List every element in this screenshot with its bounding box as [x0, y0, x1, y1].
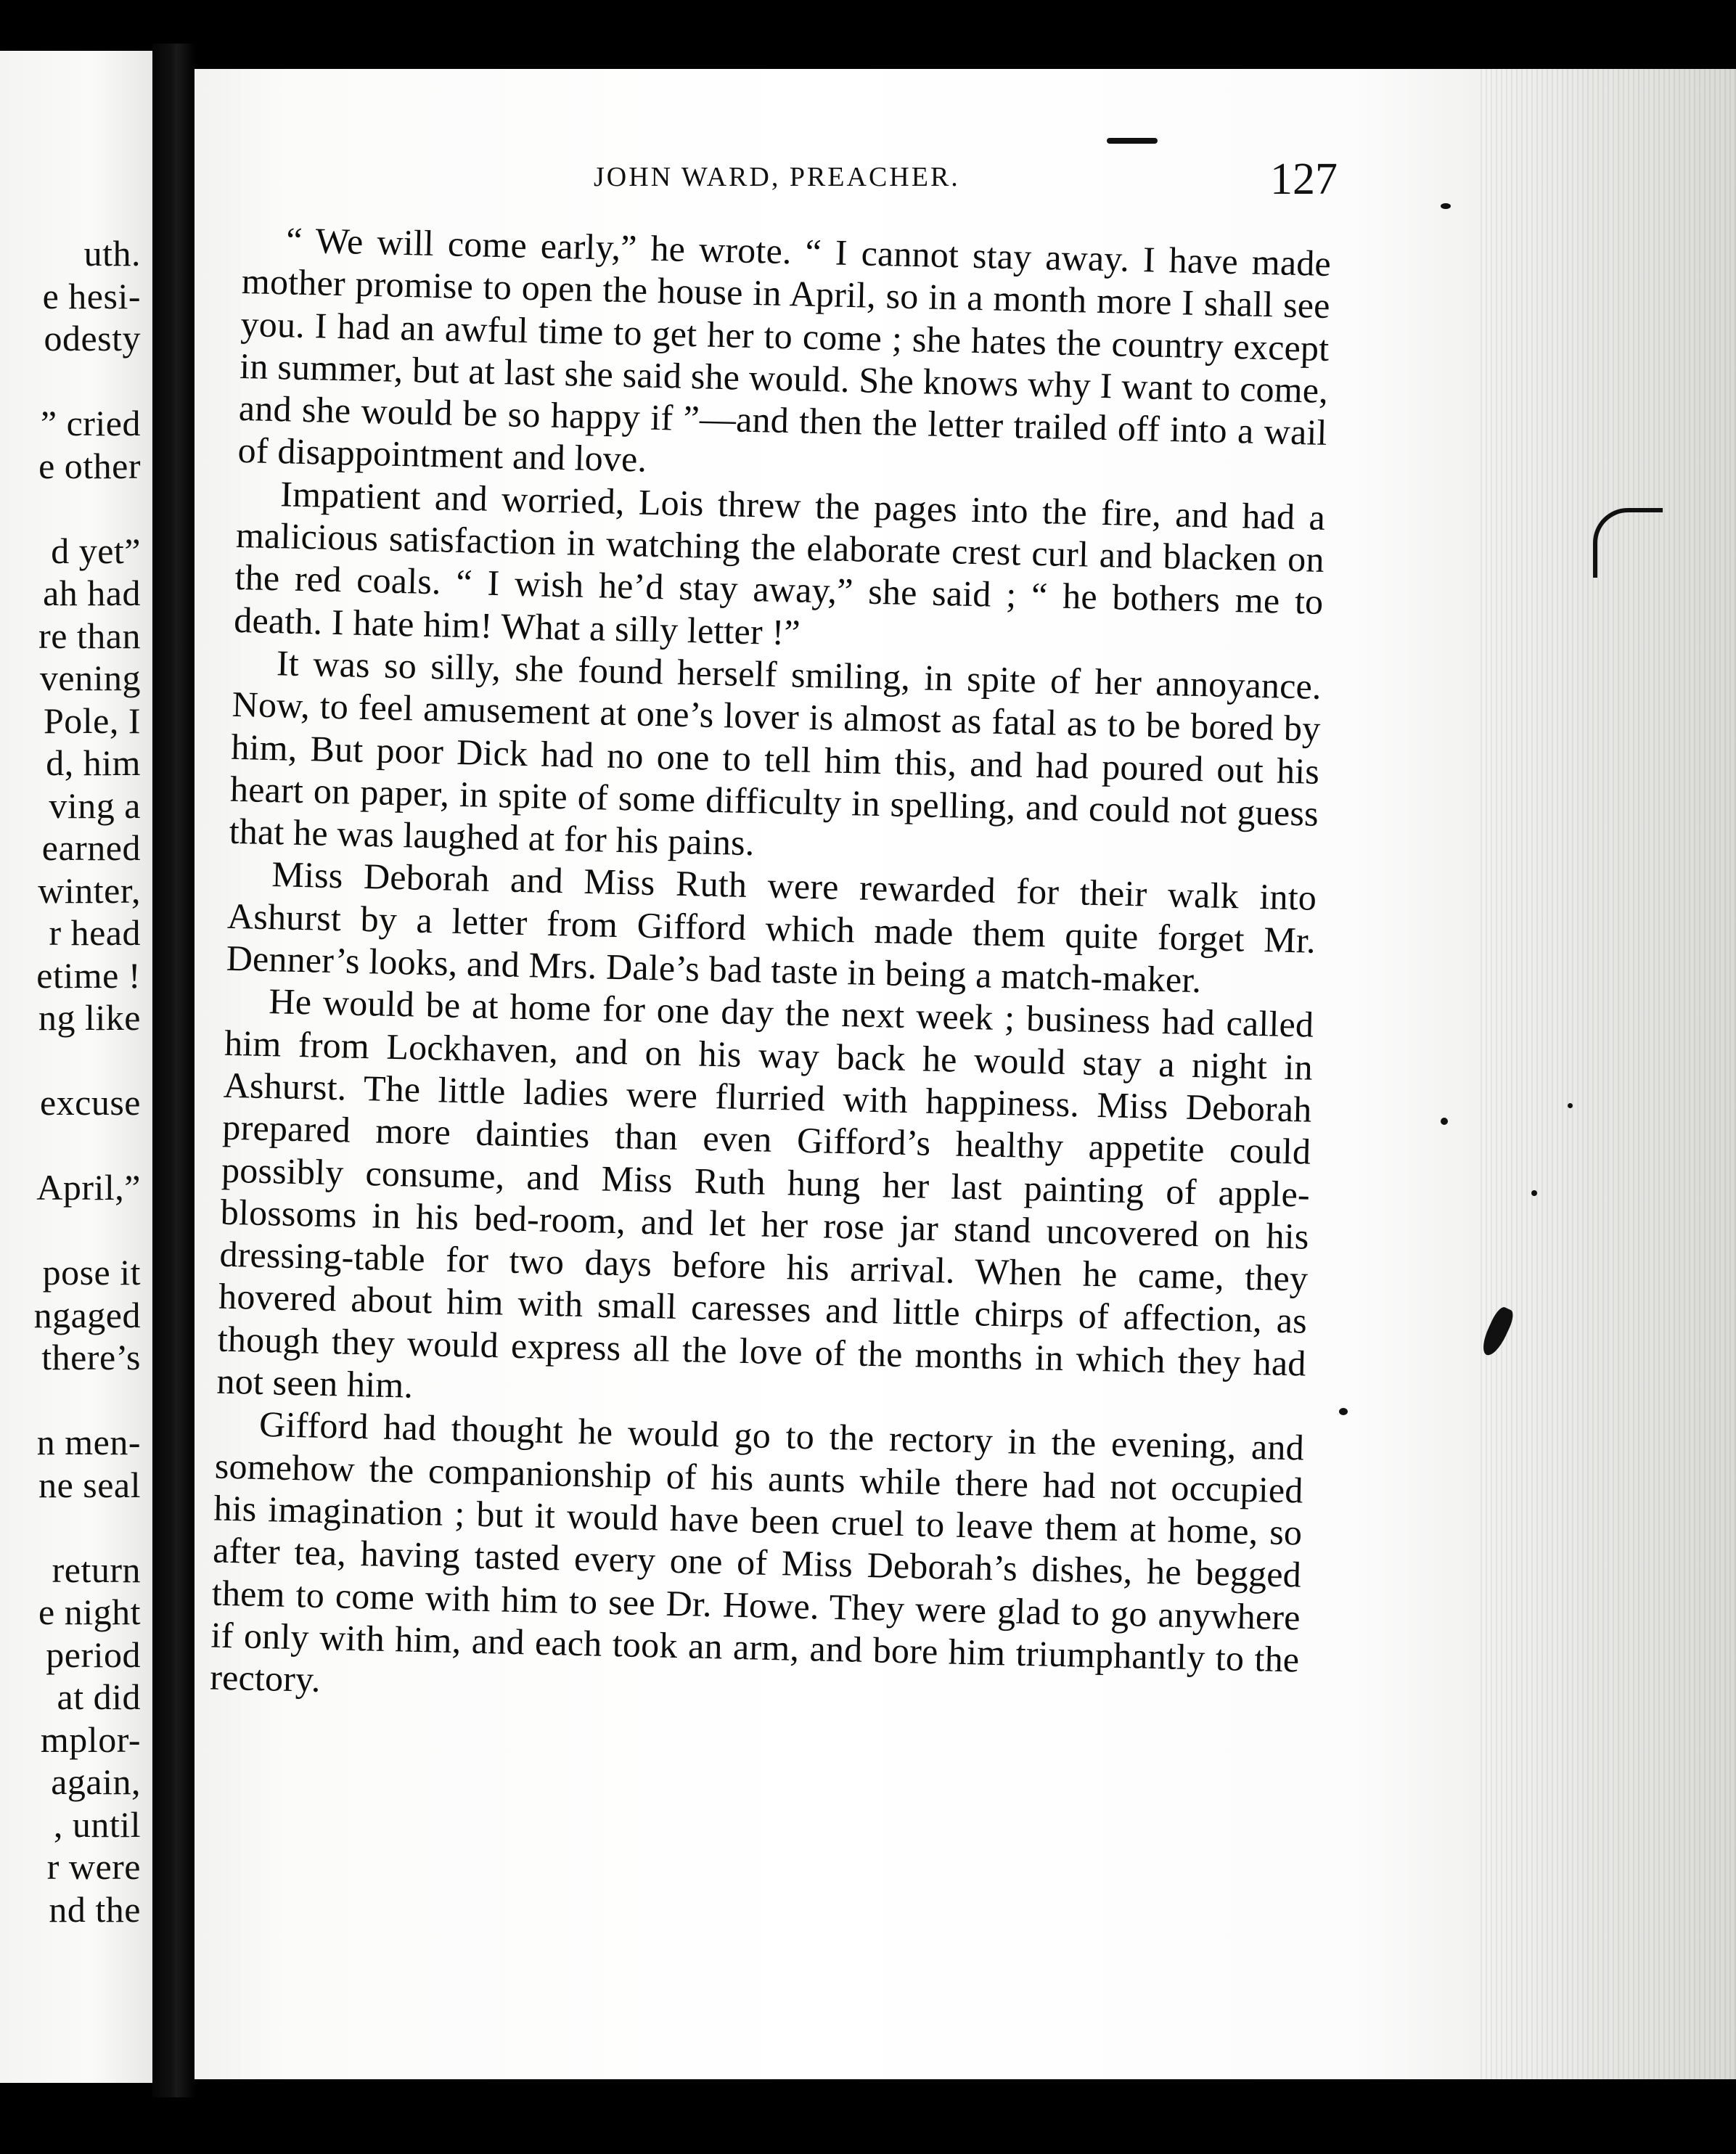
left-page-line: Pole, I [43, 700, 141, 741]
left-page-line: excuse [39, 1082, 141, 1123]
left-page-line: vening [39, 658, 141, 698]
body-text [210, 218, 1332, 1723]
left-page-line: r were [46, 1846, 141, 1887]
left-page-line: there’s [41, 1337, 141, 1377]
scan-speck [1441, 1118, 1448, 1125]
book-gutter [152, 44, 196, 2097]
paragraph: It was so silly, she found herself smiling, in spite of her annoyance. Now, to feel amusement at one’s lover is almost as fatal as to be bored by him, But poor Dick had no one to tell him this, and had poured out his heart on paper, in spite of some difficulty in spelling, and could not guess that he was laughed at for his pains. [229, 642, 1322, 864]
left-page-line [34, 360, 141, 403]
left-page-line: earned [41, 827, 141, 868]
left-page-line: re than [38, 615, 141, 656]
left-page-line: at did [57, 1676, 141, 1717]
left-page-line: ah had [43, 573, 141, 613]
left-page-line [34, 487, 141, 530]
scan-speck [1531, 1190, 1537, 1196]
left-page-line: e other [38, 445, 141, 486]
left-page-line: pose it [42, 1252, 141, 1293]
left-page-line [34, 1506, 141, 1549]
paragraph: Impatient and worried, Lois threw the pages into the fire, and had a malicious satisfaction in watching the elaborate crest curl and blacken on the red coals. “ I wish he’d stay away,” she said ; “ he bothers me to death. I hate him! What a silly letter !” [233, 473, 1326, 653]
paragraph: He would be at home for one day the next week ; business had called him from Lockhaven, and on his way back he would stay a night in Ashurst. The little ladies were flurried with happiness. Miss Deborah prepared more dainties than even Gifford’s healthy appetite could possibly consume, and Miss Ruth hung her last painting of apple-blossoms in his bed-room, and let her rose jar stand uncovered on his dressing-table for two days before his arrival. When he came, they hovered about him with small caresses and little chirps of affection, as though they would express all the love of the months in which they had not seen him. [216, 980, 1314, 1406]
scan-speck [1568, 1103, 1573, 1108]
left-page-line: mplor- [40, 1719, 141, 1760]
left-page-line: uth. [83, 233, 141, 274]
left-page-line: ne seal [38, 1464, 141, 1505]
left-page-line: d yet” [51, 530, 141, 571]
left-page-line: odesty [44, 318, 141, 359]
scan-arc-mark [1593, 508, 1663, 578]
paragraph: “ We will come early,” he wrote. “ I cannot stay away. I have made mother promise to open the house in April, so in a month more I shall see you. I had an awful time to get her to come ; she hates the country except in summer, but at last she said she would. She knows why I want to come, and she would be so happy if ”—and then the letter trailed off into a wail of disappointment and love. [237, 219, 1332, 480]
running-title: JOHN WARD, PREACHER. [594, 162, 960, 192]
left-page-line: ngaged [33, 1294, 141, 1335]
scan-speck [1339, 1408, 1348, 1415]
left-page-line: ” cried [40, 403, 141, 443]
left-page-line: nd the [49, 1888, 141, 1930]
left-page-line: etime ! [36, 954, 141, 996]
scan-speck [1107, 138, 1158, 144]
paragraph: Miss Deborah and Miss Ruth were rewarded for their walk into Ashurst by a letter from Gifford which made them quite forget Mr. Denner’s looks, and Mrs. Dale’s bad taste in being a match-maker. [226, 853, 1317, 1001]
left-page-line [34, 1209, 141, 1252]
left-page-line: ving a [49, 785, 141, 826]
left-page-line: April,” [36, 1167, 141, 1208]
left-page-line: e night [38, 1592, 141, 1632]
left-page-line: , until [53, 1803, 141, 1845]
left-page-line: e hesi- [42, 275, 141, 316]
left-page-line: r head [49, 912, 141, 953]
left-page-text [34, 232, 141, 1930]
left-page-line: again, [51, 1761, 141, 1802]
left-page-line: n men- [36, 1422, 141, 1462]
left-page-line [34, 1124, 141, 1167]
left-page-line [34, 1039, 141, 1082]
left-page-line: d, him [46, 742, 141, 783]
left-page-line: winter, [38, 869, 141, 911]
left-page-line: period [46, 1634, 141, 1675]
page-number: 127 [1270, 155, 1338, 204]
left-page-line: return [52, 1549, 141, 1590]
paragraph: Gifford had thought he would go to the rectory in the evening, and somehow the companionship of his aunts while there had not occupied his imagination ; but it would have been cruel to leave them at home, so after tea, having tasted every one of Miss Deborah’s dishes, he begged them to come with him to see Dr. Howe. They were glad to go anywhere if only with him, and each took an arm, and bore him triumphantly to the rectory. [209, 1404, 1305, 1700]
scan-speck [1441, 203, 1451, 209]
left-page-line: ng like [38, 997, 141, 1038]
left-facing-page [0, 51, 152, 2083]
left-page-line [34, 1379, 141, 1422]
